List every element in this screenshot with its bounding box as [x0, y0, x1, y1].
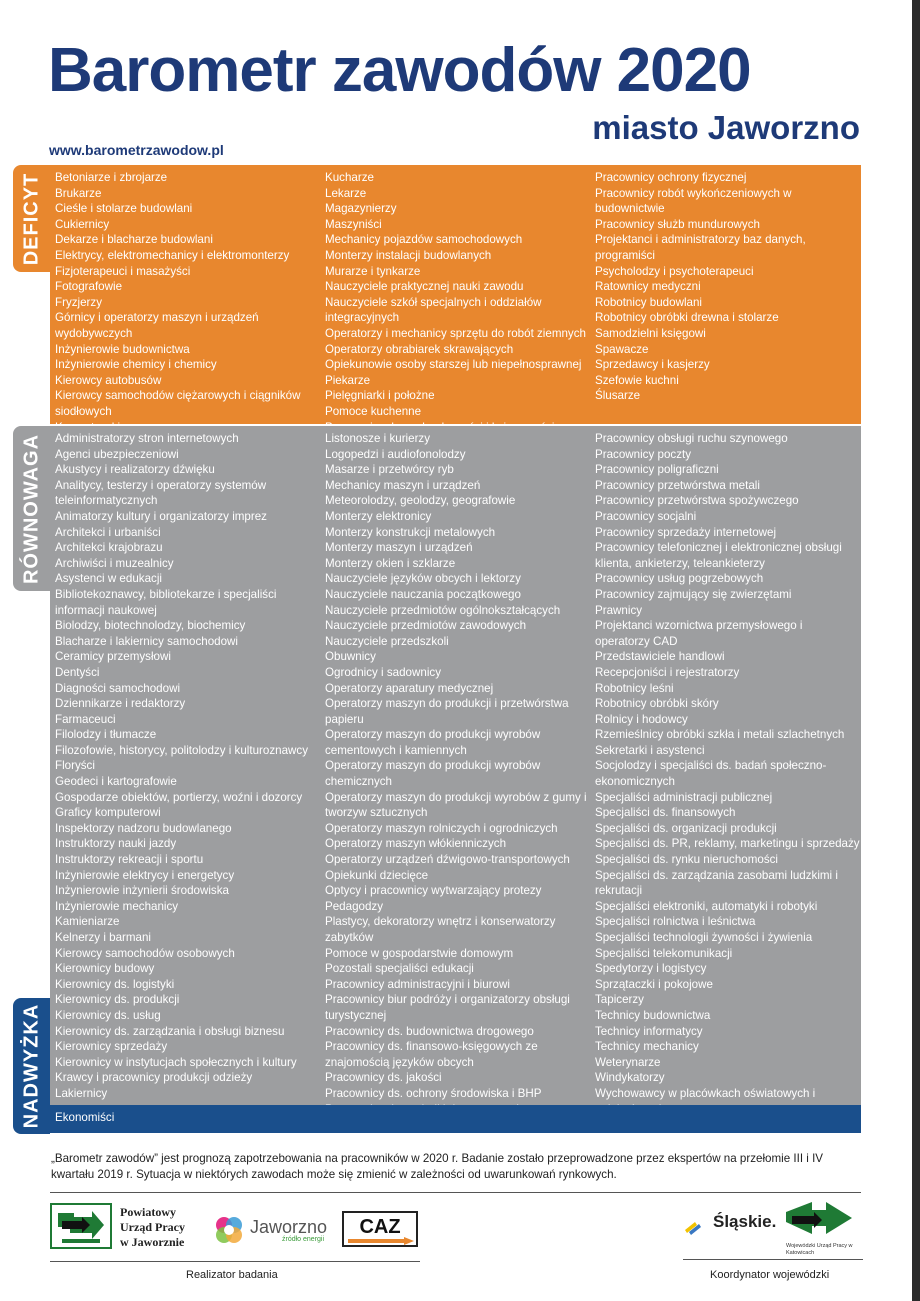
occupation-item: Pracownicy sprzedaży internetowej — [595, 525, 777, 539]
occupation-item: Magazynierzy — [325, 202, 397, 216]
occupation-item: Pracownicy administracyjni i biurowi — [325, 977, 510, 991]
occupation-item: Administratorzy stron internetowych — [55, 432, 239, 445]
occupation-item: Operatorzy maszyn do produkcji i przetwórstwa papieru — [325, 697, 569, 726]
tab-balance-label: RÓWNOWAGA — [20, 433, 42, 584]
occupation-item: Recepcjoniści i rejestratorzy — [595, 665, 740, 679]
occupation-item: Logopedzi i audiofonolodzy — [325, 447, 466, 461]
occupation-item: Nauczyciele przedmiotów zawodowych — [325, 619, 527, 633]
koordynator-divider — [683, 1259, 863, 1260]
occupation-item: Nauczyciele przedszkoli — [325, 634, 449, 648]
occupation-item: Kierownicy ds. usług — [55, 1008, 161, 1022]
occupation-item: Kamieniarze — [55, 915, 120, 929]
occupation-item: Specjaliści elektroniki, automatyki i robotyki — [595, 899, 818, 913]
occupation-item: Operatorzy maszyn do produkcji wyrobów chemicznych — [325, 759, 541, 789]
occupation-item: Pracownicy usług pogrzebowych — [595, 572, 764, 586]
occupation-item: Kierownicy sprzedaży — [55, 1040, 168, 1054]
occupation-item: Obuwnicy — [325, 650, 376, 664]
deficit-section — [50, 165, 861, 424]
occupation-item: Ratownicy medyczni — [595, 280, 701, 294]
occupation-item: Pracownicy przetwórstwa metali — [595, 478, 760, 492]
occupation-item: Cieśle i stolarze budowlani — [55, 202, 193, 216]
occupation-item: Diagności samochodowi — [55, 681, 181, 695]
occupation-item: Spawacze — [595, 342, 649, 356]
surplus-section — [50, 1105, 861, 1133]
page-subtitle: miasto Jaworzno — [592, 109, 860, 146]
occupation-item: Geodeci i kartografowie — [55, 775, 177, 789]
occupation-item: Technicy budownictwa — [595, 1008, 711, 1022]
occupation-item: Górnicy i operatorzy maszyn i urządzeń wydobywczych — [55, 311, 259, 340]
occupation-item: Samodzielni księgowi — [595, 326, 706, 340]
occupation-item: Filolodzy i tłumacze — [55, 728, 157, 742]
occupation-item: Krawcy i pracownicy produkcji odzieży — [55, 1071, 253, 1085]
occupation-item: Pracownicy ds. budownictwa drogowego — [325, 1024, 534, 1038]
occupation-item: Specjaliści ds. PR, reklamy, marketingu i sprzedaży — [595, 837, 860, 851]
wup-logo-text: Wojewódzki Urząd Pracy w Katowicach — [786, 1243, 853, 1256]
occupation-item: Kierownicy ds. logistyki — [55, 977, 175, 991]
occupation-item: Monterzy okien i szklarze — [325, 556, 456, 570]
occupation-item: Ceramicy przemysłowi — [55, 650, 171, 664]
balance-column-1 — [55, 431, 320, 1102]
occupation-item: Kierowcy samochodów osobowych — [55, 946, 235, 960]
occupation-item: Asystenci w edukacji — [55, 572, 162, 586]
occupation-item: Dentyści — [55, 665, 100, 679]
occupation-item: Windykatorzy — [595, 1071, 665, 1085]
occupation-item: Spedytorzy i logistycy — [595, 962, 707, 976]
occupation-item: Pracownicy poligraficzni — [595, 463, 719, 477]
realizator-divider — [50, 1261, 420, 1262]
occupation-item: Kierowcy samochodów ciężarowych i ciągników siodłowych — [55, 389, 301, 418]
occupation-item: Optycy i pracownicy wytwarzający protezy — [325, 884, 542, 898]
occupation-item: Operatorzy i mechanicy sprzętu do robót ziemnych — [325, 326, 586, 340]
balance-column-2 — [325, 431, 590, 1148]
balance-column-3 — [595, 431, 860, 1133]
occupation-item: Operatorzy urządzeń dźwigowo-transportowych — [325, 853, 570, 867]
occupation-item: Bibliotekoznawcy, bibliotekarze i specjaliści informacji naukowej — [55, 587, 277, 617]
occupation-item: Pracownicy służb mundurowych — [595, 217, 760, 231]
occupation-item: Nauczyciele przedmiotów ogólnokształcących — [325, 603, 561, 617]
occupation-item: Operatorzy maszyn do produkcji wyrobów cementowych i kamiennych — [325, 728, 541, 757]
occupation-item: Akustycy i realizatorzy dźwięku — [55, 463, 215, 477]
occupation-item: Kierownicy ds. zarządzania i obsługi biznesu — [55, 1024, 285, 1038]
slaskie-logo-text: Śląskie. — [713, 1212, 777, 1231]
occupation-item: Socjolodzy i specjaliści ds. badań społeczno-ekonomicznych — [595, 759, 827, 789]
occupation-item: Operatorzy aparatury medycznej — [325, 681, 494, 695]
deficit-column-1 — [55, 170, 320, 435]
occupation-item: Mechanicy maszyn i urządzeń — [325, 478, 481, 492]
occupation-item: Prawnicy — [595, 603, 643, 617]
occupation-item: Opiekunki dziecięce — [325, 868, 429, 882]
tab-surplus-label: NADWYŻKA — [20, 1003, 42, 1129]
koordynator-caption: Koordynator wojewódzki — [710, 1269, 830, 1281]
occupation-item: Przedstawiciele handlowi — [595, 650, 725, 664]
partner-logos — [50, 1203, 422, 1258]
occupation-item: Nauczyciele nauczania początkowego — [325, 587, 521, 601]
occupation-item: Biolodzy, biotechnolodzy, biochemicy — [55, 619, 246, 633]
occupation-item: Inżynierowie chemicy i chemicy — [55, 358, 217, 372]
occupation-item: Dziennikarze i redaktorzy — [55, 697, 186, 711]
pup-logo-icon — [50, 1203, 112, 1249]
occupation-item: Blacharze i lakiernicy samochodowi — [55, 634, 239, 648]
tab-deficit-label: DEFICYT — [20, 172, 42, 265]
occupation-item: Operatorzy maszyn rolniczych i ogrodniczych — [325, 821, 558, 835]
occupation-item: Piekarze — [325, 373, 371, 387]
occupation-item: Lakiernicy — [55, 1086, 108, 1100]
occupation-item: Farmaceuci — [55, 712, 116, 726]
occupation-item: Specjaliści telekomunikacji — [595, 946, 733, 960]
occupation-item: Wychowawcy w placówkach oświatowych i — [595, 1086, 816, 1100]
occupation-item: Nauczyciele języków obcych i lektorzy — [325, 572, 521, 586]
occupation-item: Rzemieślnicy obróbki szkła i metali szlachetnych — [595, 728, 845, 742]
occupation-item: Projektanci wzornictwa przemysłowego i operatorzy CAD — [595, 619, 803, 648]
occupation-item: Filozofowie, historycy, politolodzy i kulturoznawcy — [55, 743, 309, 757]
occupation-item: Pracownicy ds. finansowo-księgowych ze znajomością języków obcych — [325, 1040, 538, 1069]
occupation-item: Cukiernicy — [55, 217, 110, 231]
occupation-item: Instruktorzy rekreacji i sportu — [55, 853, 204, 867]
realizator-caption: Realizator badania — [186, 1269, 278, 1281]
occupation-item: Pracownicy ds. jakości — [325, 1071, 442, 1085]
occupation-item: Tapicerzy — [595, 993, 644, 1007]
occupation-item: Pedagodzy — [325, 899, 384, 913]
occupation-item: Architekci i urbaniści — [55, 525, 161, 539]
occupation-item: Inżynierowie mechanicy — [55, 899, 179, 913]
occupation-item: Specjaliści ds. rynku nieruchomości — [595, 853, 778, 867]
caz-logo-text: CAZ — [359, 1216, 401, 1238]
occupation-item: Pracownicy obsługi ruchu szynowego — [595, 432, 788, 445]
occupation-item: Pielęgniarki i położne — [325, 389, 435, 403]
occupation-item: Robotnicy obróbki drewna i stolarze — [595, 311, 779, 325]
occupation-item: Inżynierowie elektrycy i energetycy — [55, 868, 235, 882]
surplus-column-1 — [55, 1110, 320, 1126]
pup-name-line-3: w Jaworznie — [120, 1235, 185, 1249]
occupation-item: Fotografowie — [55, 280, 123, 294]
occupation-item: Specjaliści ds. zarządzania zasobami ludzkimi i rekrutacji — [595, 868, 838, 898]
occupation-item: Specjaliści ds. finansowych — [595, 806, 736, 820]
occupation-item: Sprzedawcy i kasjerzy — [595, 358, 710, 372]
occupation-item: Kierowcy autobusów — [55, 373, 162, 387]
occupation-item: Elektrycy, elektromechanicy i elektromonterzy — [55, 248, 290, 262]
occupation-item: Graficy komputerowi — [55, 806, 161, 820]
deficit-column-2 — [325, 170, 590, 435]
occupation-item: Pracownicy biur podróży i organizatorzy obsługi turystycznej — [325, 993, 570, 1022]
occupation-item: Pracownicy telefonicznej i elektronicznej obsługi klienta, ankieterzy, teleankieterzy — [595, 541, 842, 570]
occupation-item: Fizjoterapeuci i masażyści — [55, 264, 191, 278]
occupation-item: Operatorzy obrabiarek skrawających — [325, 342, 514, 356]
occupation-item: Architekci krajobrazu — [55, 541, 163, 555]
occupation-item: Robotnicy budowlani — [595, 295, 702, 309]
occupation-item: Pracownicy przetwórstwa spożywczego — [595, 494, 799, 508]
occupation-item: Inspektorzy nadzoru budowlanego — [55, 821, 232, 835]
occupation-item: Archiwiści i muzealnicy — [55, 556, 174, 570]
occupation-item: Opiekunowie osoby starszej lub niepełnosprawnej — [325, 358, 582, 372]
occupation-item: Monterzy konstrukcji metalowych — [325, 525, 496, 539]
jaworzno-logo-text: Jaworzno — [250, 1217, 328, 1237]
occupation-item: Listonosze i kurierzy — [325, 432, 431, 445]
occupation-item: Fryzjerzy — [55, 295, 103, 309]
occupation-item: Mechanicy pojazdów samochodowych — [325, 233, 523, 247]
occupation-item: Lekarze — [325, 186, 367, 200]
occupation-item: Monterzy instalacji budowlanych — [325, 248, 492, 262]
jaworzno-tagline: źródło energii — [282, 1236, 325, 1243]
tab-surplus — [13, 998, 50, 1134]
deficit-column-3 — [595, 170, 860, 404]
occupation-item: Kierownicy budowy — [55, 962, 155, 976]
occupation-item: Ekonomiści — [55, 1111, 115, 1124]
occupation-item: Robotnicy leśni — [595, 681, 674, 695]
occupation-item: Pracownicy zajmujący się zwierzętami — [595, 587, 792, 601]
occupation-item: Instruktorzy nauki jazdy — [55, 837, 177, 851]
pup-name — [120, 1205, 185, 1250]
occupation-item: Pracownicy poczty — [595, 447, 692, 461]
occupation-item: Specjaliści rolnictwa i leśnictwa — [595, 915, 756, 929]
occupation-item: Murarze i tynkarze — [325, 264, 421, 278]
occupation-item: Robotnicy obróbki skóry — [595, 697, 719, 711]
footer-divider — [50, 1192, 861, 1193]
occupation-item: Pracownicy myjni, pralni i prasowalni — [325, 1133, 514, 1147]
occupation-item: Nauczyciele szkół specjalnych i oddziałów integracyjnych — [325, 295, 542, 325]
occupation-item: Inżynierowie inżynierii środowiska — [55, 884, 229, 898]
occupation-item: Kucharze — [325, 171, 374, 184]
occupation-item: Kierownicy w instytucjach społecznych i kultury — [55, 1055, 297, 1069]
occupation-item: Ogrodnicy i sadownicy — [325, 665, 441, 679]
pup-name-line-1: Powiatowy — [120, 1205, 176, 1219]
pup-name-line-2: Urząd Pracy — [120, 1220, 185, 1234]
occupation-item: Kelnerzy i barmani — [55, 931, 152, 944]
occupation-item: Pracownicy ds. ochrony środowiska i BHP — [325, 1086, 542, 1100]
occupation-item: Operatorzy maszyn do produkcji wyrobów z gumy i tworzyw sztucznych — [325, 790, 587, 820]
occupation-item: Operatorzy maszyn włókienniczych — [325, 837, 507, 851]
occupation-item: Projektanci i administratorzy baz danych, programiści — [595, 233, 806, 262]
occupation-item: Pracownicy robót wykończeniowych w budownictwie — [595, 186, 792, 216]
occupation-item: Pracownicy socjalni — [595, 509, 697, 523]
jaworzno-logo-icon — [212, 1213, 246, 1252]
tab-deficit — [13, 165, 50, 272]
occupation-item: Ślusarze — [595, 389, 641, 403]
occupation-item: Dekarze i blacharze budowlani — [55, 233, 213, 247]
occupation-item: Technicy mechanicy — [595, 1040, 699, 1054]
occupation-item: Sprzątaczki i pokojowe — [595, 977, 713, 991]
page-title: Barometr zawodów 2020 — [48, 36, 751, 105]
occupation-item: Nauczyciele praktycznej nauki zawodu — [325, 280, 524, 294]
occupation-item: Specjaliści ds. organizacji produkcji — [595, 821, 777, 835]
occupation-item: Pracownicy ochrony fizycznej — [595, 171, 747, 184]
occupation-item: Masarze i przetwórcy ryb — [325, 463, 454, 477]
occupation-item: Pozostali specjaliści edukacji — [325, 962, 474, 976]
occupation-item: Pomoce kuchenne — [325, 404, 422, 418]
tab-balance — [13, 426, 50, 591]
footer-note: „Barometr zawodów” jest prognozą zapotrzebowania na pracowników w 2020 r. Badanie zostało przeprowadzone przez ekspertów na przełomie III i IV kwartału 2019 r. Sytuacja w niektórych zawodach może się zmienić w zależności od uwarunkowań rynkowych. — [51, 1152, 824, 1181]
occupation-item: Meteorolodzy, geolodzy, geografowie — [325, 494, 516, 508]
occupation-item: Sekretarki i asystenci — [595, 743, 705, 757]
occupation-item: Betoniarze i zbrojarze — [55, 171, 168, 184]
slaskie-logo-icon — [683, 1216, 709, 1236]
caz-logo — [342, 1211, 418, 1247]
website-link[interactable]: www.barometrzawodow.pl — [49, 142, 224, 158]
occupation-item: Kierownicy ds. produkcji — [55, 993, 180, 1007]
page-edge-bar — [912, 0, 920, 1301]
occupation-item: Plastycy, dekoratorzy wnętrz i konserwatorzy zabytków — [325, 915, 556, 944]
occupation-item: Animatorzy kultury i organizatorzy imprez — [55, 509, 267, 523]
occupation-item: Pomoce w gospodarstwie domowym — [325, 946, 514, 960]
occupation-item: Monterzy maszyn i urządzeń — [325, 541, 473, 555]
occupation-item: Rolnicy i hodowcy — [595, 712, 688, 726]
occupation-item: Floryści — [55, 759, 95, 773]
occupation-item: Specjaliści administracji publicznej — [595, 790, 773, 804]
occupation-item: Monterzy elektronicy — [325, 509, 432, 523]
occupation-item: Szefowie kuchni — [595, 373, 679, 387]
occupation-item: Weterynarze — [595, 1055, 661, 1069]
occupation-item: Inżynierowie budownictwa — [55, 342, 190, 356]
occupation-item: Maszyniści — [325, 217, 382, 231]
occupation-item: Gospodarze obiektów, portierzy, woźni i dozorcy — [55, 790, 303, 804]
occupation-item: Specjaliści technologii żywności i żywienia — [595, 931, 813, 944]
occupation-item: Psycholodzy i psychoterapeuci — [595, 264, 754, 278]
occupation-item: Agenci ubezpieczeniowi — [55, 447, 179, 461]
occupation-item: Analitycy, testerzy i operatorzy systemów teleinformatycznych — [55, 478, 267, 508]
occupation-item: Technicy informatycy — [595, 1024, 703, 1038]
occupation-item: Brukarze — [55, 186, 102, 200]
